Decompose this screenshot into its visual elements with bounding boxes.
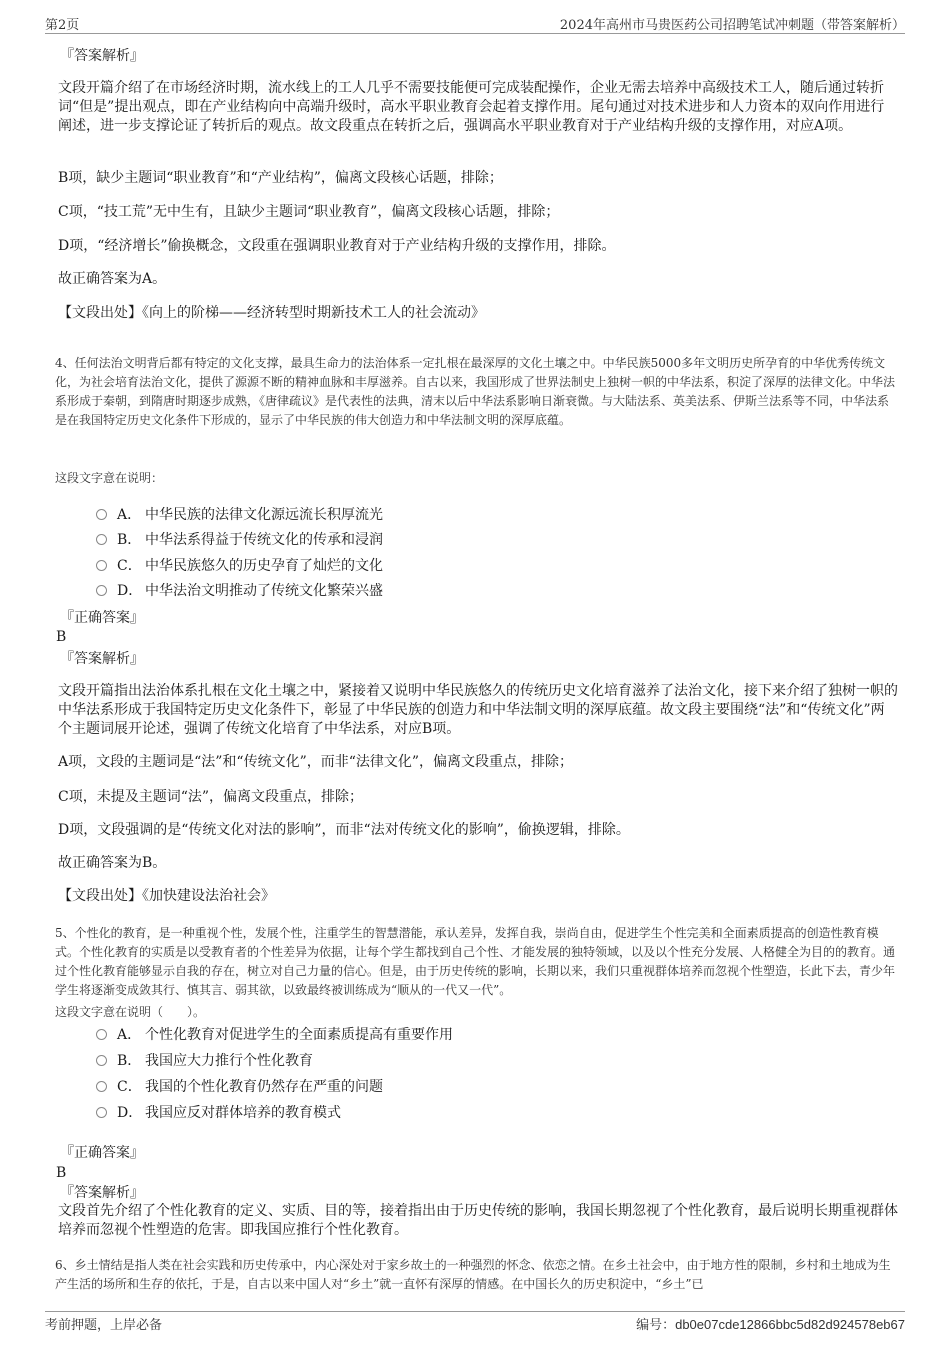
document-title: 2024年高州市马贵医药公司招聘笔试冲刺题（带答案解析） <box>559 18 905 33</box>
q3-analysis-label: 『答案解析』 <box>60 48 144 64</box>
q4-option-d[interactable]: D． 中华法治文明推动了传统文化繁荣兴盛 <box>96 581 383 601</box>
q4-option-a[interactable]: A． 中华民族的法律文化源远流长积厚流光 <box>96 505 383 525</box>
footer-slogan: 考前押题，上岸必备 <box>45 1318 163 1333</box>
q4-answer-label: 『正确答案』 <box>60 610 144 626</box>
radio-icon[interactable] <box>96 509 107 520</box>
q5-option-c[interactable]: C． 我国的个性化教育仍然存在严重的问题 <box>96 1077 383 1097</box>
q4-option-b[interactable]: B． 中华法系得益于传统文化的传承和浸润 <box>96 530 383 550</box>
q4-analysis-label: 『答案解析』 <box>60 651 144 667</box>
header-divider <box>45 33 905 34</box>
radio-icon[interactable] <box>96 560 107 571</box>
q5-analysis-label: 『答案解析』 <box>60 1185 144 1201</box>
q5-option-b[interactable]: B． 我国应大力推行个性化教育 <box>96 1051 313 1071</box>
q4-option-c[interactable]: C． 中华民族悠久的历史孕育了灿烂的文化 <box>96 556 383 576</box>
radio-icon[interactable] <box>96 1081 107 1092</box>
radio-icon[interactable] <box>96 1055 107 1066</box>
q4-answer: B <box>56 629 67 645</box>
q4-question: 4、任何法治文明背后都有特定的文化支撑，最具生命力的法治体系一定扎根在最深厚的文化土壤之中。中华民族5000多年文明历史所孕育的中华优秀传统文化，为社会培育法治文化，提供了源源不断的精神血脉和丰厚滋养。自古以来，我国形成了世界法制史上独树一帜的中华法系，积淀了深厚的法律文化。中华法系形成于秦朝，到隋唐时期逐步成熟，《唐律疏议》是代表性的法典，清末以后中华法系影响日渐衰微。与大陆法系、英美法系、伊斯兰法系等不同，中华法系是在我国特定历史文化条件下形成的，显示了中华民族的伟大创造力和中华法制文明的深厚底蕴。 <box>55 356 896 427</box>
q3-analysis: 文段开篇介绍了在市场经济时期，流水线上的工人几乎不需要技能便可完成装配操作，企业无需去培养中高级技术工人，随后通过转折词“但是”提出观点，即在产业结构向中高端升级时，高水平职业教育会起着支撑作用。尾句通过对技术进步和人力资本的双向作用进行阐述，进一步支撑论证了转折后的观点。故文段重点在转折之后，强调高水平职业教育对于产业结构升级的支撑作用，对应A项。 <box>58 80 885 134</box>
q4-option-a-note: A项，文段的主题词是“法”和“传统文化”，而非“法律文化”，偏离文段重点，排除； <box>58 754 574 770</box>
q4-source: 【文段出处】《加快建设法治社会》 <box>58 888 275 904</box>
q5-answer: B <box>56 1165 67 1181</box>
q6-question: 6、乡土情结是指人类在社会实践和历史传承中，内心深处对于家乡故土的一种强烈的怀念、依恋之情。在乡土社会中，由于地方性的限制，乡村和土地成为生产生活的场所和生存的依托，于是，自古以来中国人对“乡土”就一直怀有深厚的情感。在中国长久的历史积淀中，“乡土”已 <box>55 1258 891 1291</box>
q4-prompt: 这段文字意在说明： <box>55 471 164 485</box>
q5-option-d[interactable]: D． 我国应反对群体培养的教育模式 <box>96 1103 341 1123</box>
q4-analysis: 文段开篇指出法治体系扎根在文化土壤之中，紧接着又说明中华民族悠久的传统历史文化培育滋养了法治文化，接下来介绍了独树一帜的中华法系形成于我国特定历史文化条件下，彰显了中华民族的创造力和中华法制文明的深厚底蕴。故文段主要围绕“法”和“传统文化”两个主题词展开论述，强调了传统文化培育了中华法系，对应B项。 <box>58 683 898 737</box>
radio-icon[interactable] <box>96 585 107 596</box>
q5-analysis: 文段首先介绍了个性化教育的定义、实质、目的等，接着指出由于历史传统的影响，我国长期忽视了个性化教育，最后说明长期重视群体培养而忽视个性塑造的危害。即我国应推行个性化教育。 <box>58 1203 898 1238</box>
q5-option-a[interactable]: A． 个性化教育对促进学生的全面素质提高有重要作用 <box>96 1025 453 1045</box>
q5-answer-label: 『正确答案』 <box>60 1145 144 1161</box>
q3-option-d-note: D项，“经济增长”偷换概念，文段重在强调职业教育对于产业结构升级的支撑作用，排除。 <box>58 238 616 254</box>
document-id: 编号：db0e07cde12866bbc5d82d924578eb67 <box>636 1317 905 1333</box>
q5-question: 5、个性化的教育，是一种重视个性，发展个性，注重学生的智慧潜能，承认差异，发挥自我，崇尚自由，促进学生个性完美和全面素质提高的创造性教育模式。个性化教育的实质是以受教育者的个性差异为依据，让每个学生都找到自己个性、才能发展的独特领域，以及以个性充分发展、人格健全为目的的教育。通过个性化教育能够显示自我的存在，树立对自己力量的信心。但是，由于历史传统的影响，长期以来，我们只重视群体培养而忽视个性塑造，长此下去，青少年学生将逐渐变成敛其行、慎其言、弱其欲，以致最终被训练成为“顺从的一代又一代”。 <box>55 926 896 997</box>
q3-option-b-note: B项，缺少主题词“职业教育”和“产业结构”，偏离文段核心话题，排除； <box>58 170 503 186</box>
radio-icon[interactable] <box>96 1107 107 1118</box>
footer-divider <box>45 1311 905 1312</box>
q5-prompt: 这段文字意在说明（ ）。 <box>55 1005 206 1019</box>
q3-source: 【文段出处】《向上的阶梯——经济转型时期新技术工人的社会流动》 <box>58 305 485 321</box>
q4-option-c-note: C项，未提及主题词“法”，偏离文段重点，排除； <box>58 789 364 805</box>
q3-conclusion: 故正确答案为A。 <box>58 271 167 287</box>
q4-conclusion: 故正确答案为B。 <box>58 855 167 871</box>
page-number: 第2页 <box>45 18 80 33</box>
radio-icon[interactable] <box>96 1029 107 1040</box>
q3-option-c-note: C项，“技工荒”无中生有，且缺少主题词“职业教育”，偏离文段核心话题，排除； <box>58 204 560 220</box>
radio-icon[interactable] <box>96 534 107 545</box>
q4-option-d-note: D项，文段强调的是“传统文化对法的影响”，而非“法对传统文化的影响”，偷换逻辑，排除。 <box>58 822 630 838</box>
